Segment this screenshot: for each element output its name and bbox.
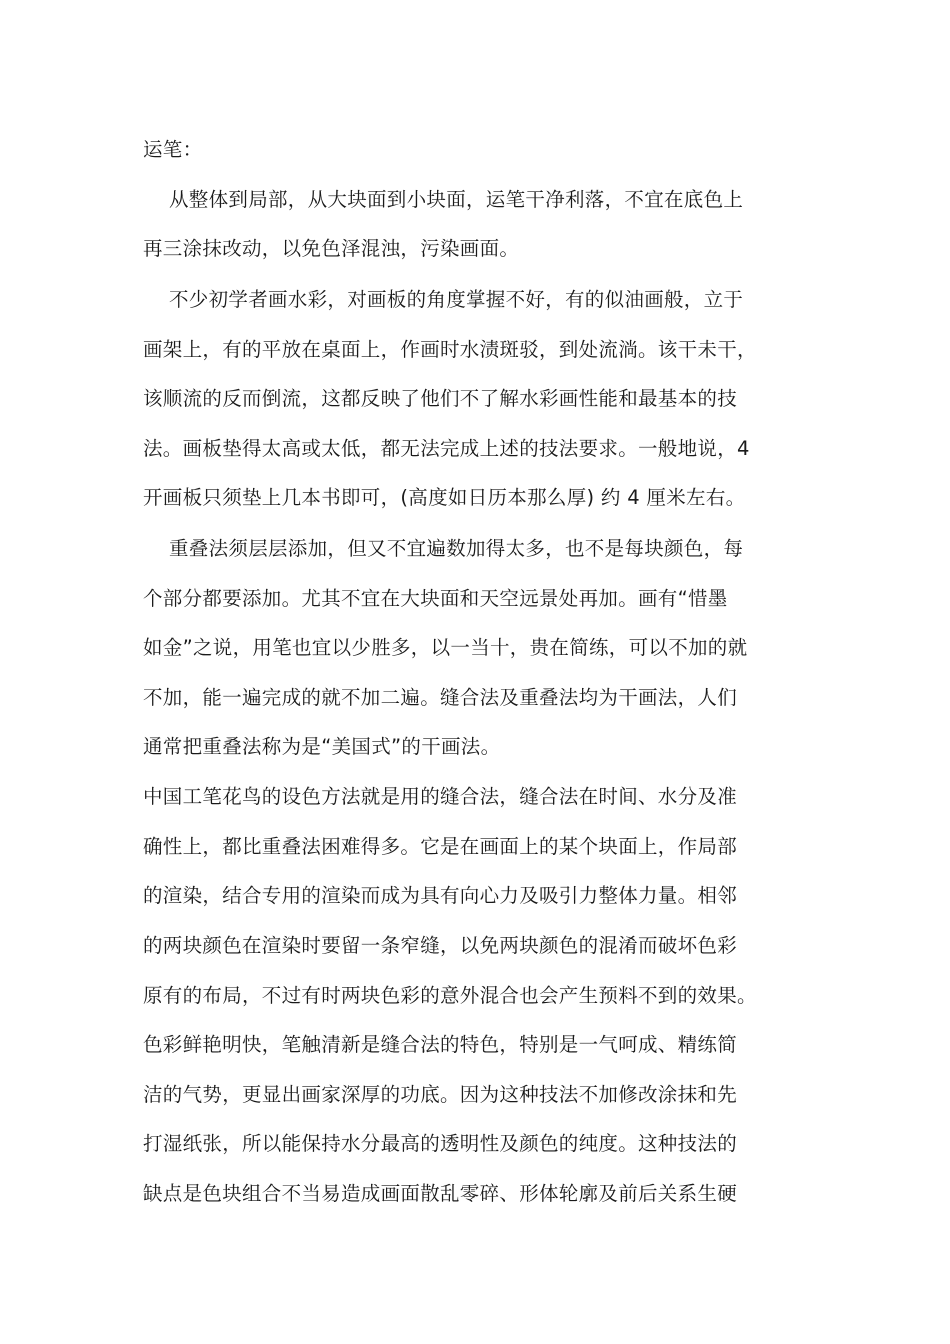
text-line: 开画板只须垫上几本书即可，(高度如日历本那么厚) 约 4 厘米左右。	[143, 486, 746, 509]
text-line: 个部分都要添加。尤其不宜在大块面和天空远景处再加。画有“惜墨	[143, 587, 728, 610]
text-line: 不加，能一遍完成的就不加二遍。缝合法及重叠法均为干画法，人们	[143, 686, 738, 709]
text-line: 如金”之说，用笔也宜以少胜多，以一当十，贵在简练，可以不加的就	[143, 636, 748, 659]
text-line: 不少初学者画水彩，对画板的角度掌握不好，有的似油画般，立于	[169, 288, 744, 311]
section-heading: 运笔：	[143, 138, 203, 161]
text-line: 法。画板垫得太高或太低，都无法完成上述的技法要求。一般地说，4	[143, 437, 750, 460]
text-line: 打湿纸张，所以能保持水分最高的透明性及颜色的纯度。这种技法的	[143, 1132, 738, 1155]
text-line: 通常把重叠法称为是“美国式”的干画法。	[143, 735, 501, 758]
text-line: 中国工笔花鸟的设色方法就是用的缝合法，缝合法在时间、水分及准	[143, 785, 738, 808]
text-line: 画架上，有的平放在桌面上，作画时水渍斑驳，到处流淌。该干未干，	[143, 338, 757, 361]
text-line: 缺点是色块组合不当易造成画面散乱零碎、形体轮廓及前后关系生硬	[143, 1182, 738, 1205]
text-line: 从整体到局部，从大块面到小块面，运笔干净利落，不宜在底色上	[169, 188, 744, 211]
text-line: 确性上，都比重叠法困难得多。它是在画面上的某个块面上，作局部	[143, 835, 738, 858]
text-line: 重叠法须层层添加，但又不宜遍数加得太多，也不是每块颜色，每	[169, 537, 744, 560]
text-line: 再三涂抹改动，以免色泽混浊，污染画面。	[143, 237, 520, 260]
text-line: 洁的气势，更显出画家深厚的功底。因为这种技法不加修改涂抹和先	[143, 1083, 738, 1106]
text-line: 的两块颜色在渲染时要留一条窄缝，以免两块颜色的混淆而破坏色彩	[143, 934, 738, 957]
text-line: 该顺流的反而倒流，这都反映了他们不了解水彩画性能和最基本的技	[143, 387, 738, 410]
text-line: 原有的布局，不过有时两块色彩的意外混合也会产生预料不到的效果。	[143, 984, 757, 1007]
text-line: 色彩鲜艳明快，笔触清新是缝合法的特色，特别是一气呵成、精练简	[143, 1033, 738, 1056]
text-line: 的渲染，结合专用的渲染而成为具有向心力及吸引力整体力量。相邻	[143, 884, 738, 907]
